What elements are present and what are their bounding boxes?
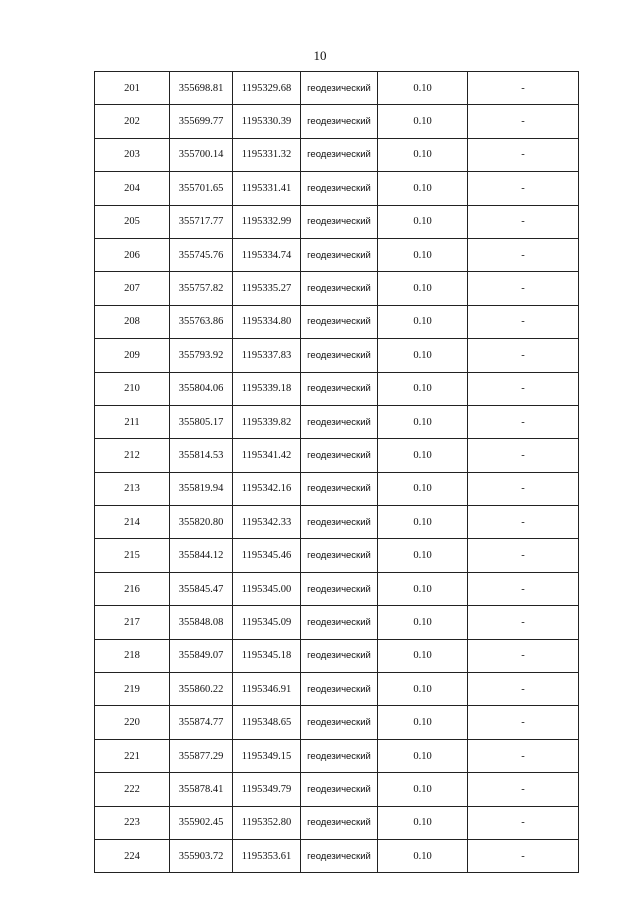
- table-row: [95, 72, 579, 105]
- cell-method: геодезический: [301, 773, 378, 806]
- cell-note: -: [468, 238, 579, 271]
- cell-y-coordinate: 1195346.91: [233, 673, 301, 706]
- table-row: [95, 606, 579, 639]
- cell-method: геодезический: [301, 706, 378, 739]
- cell-method: геодезический: [301, 138, 378, 171]
- cell-method: геодезический: [301, 172, 378, 205]
- cell-point-number: 210: [95, 372, 170, 405]
- table-row: [95, 806, 579, 839]
- table-row: [95, 205, 579, 238]
- table-row: [95, 572, 579, 605]
- cell-method: геодезический: [301, 539, 378, 572]
- cell-y-coordinate: 1195329.68: [233, 72, 301, 105]
- cell-method: геодезический: [301, 606, 378, 639]
- cell-accuracy: 0.10: [378, 305, 468, 338]
- cell-accuracy: 0.10: [378, 673, 468, 706]
- cell-note: -: [468, 739, 579, 772]
- cell-y-coordinate: 1195342.16: [233, 472, 301, 505]
- cell-point-number: 204: [95, 172, 170, 205]
- cell-note: -: [468, 706, 579, 739]
- cell-point-number: 214: [95, 506, 170, 539]
- table-body: [95, 72, 579, 873]
- cell-note: -: [468, 72, 579, 105]
- cell-accuracy: 0.10: [378, 405, 468, 438]
- table-row: [95, 673, 579, 706]
- cell-accuracy: 0.10: [378, 572, 468, 605]
- cell-accuracy: 0.10: [378, 839, 468, 872]
- cell-x-coordinate: 355698.81: [170, 72, 233, 105]
- table-row: [95, 339, 579, 372]
- cell-point-number: 212: [95, 439, 170, 472]
- cell-x-coordinate: 355793.92: [170, 339, 233, 372]
- cell-x-coordinate: 355805.17: [170, 405, 233, 438]
- table-row: [95, 138, 579, 171]
- cell-x-coordinate: 355844.12: [170, 539, 233, 572]
- cell-x-coordinate: 355877.29: [170, 739, 233, 772]
- cell-point-number: 222: [95, 773, 170, 806]
- cell-accuracy: 0.10: [378, 272, 468, 305]
- cell-accuracy: 0.10: [378, 639, 468, 672]
- cell-x-coordinate: 355699.77: [170, 105, 233, 138]
- cell-method: геодезический: [301, 806, 378, 839]
- cell-accuracy: 0.10: [378, 105, 468, 138]
- cell-accuracy: 0.10: [378, 506, 468, 539]
- cell-accuracy: 0.10: [378, 739, 468, 772]
- cell-y-coordinate: 1195352.80: [233, 806, 301, 839]
- cell-x-coordinate: 355848.08: [170, 606, 233, 639]
- cell-method: геодезический: [301, 739, 378, 772]
- cell-method: геодезический: [301, 405, 378, 438]
- cell-x-coordinate: 355860.22: [170, 673, 233, 706]
- cell-note: -: [468, 806, 579, 839]
- cell-accuracy: 0.10: [378, 706, 468, 739]
- cell-note: -: [468, 506, 579, 539]
- cell-method: геодезический: [301, 238, 378, 271]
- cell-y-coordinate: 1195348.65: [233, 706, 301, 739]
- cell-note: -: [468, 673, 579, 706]
- cell-y-coordinate: 1195337.83: [233, 339, 301, 372]
- cell-x-coordinate: 355819.94: [170, 472, 233, 505]
- table-row: [95, 439, 579, 472]
- cell-y-coordinate: 1195331.32: [233, 138, 301, 171]
- cell-method: геодезический: [301, 572, 378, 605]
- cell-point-number: 223: [95, 806, 170, 839]
- cell-note: -: [468, 839, 579, 872]
- cell-x-coordinate: 355763.86: [170, 305, 233, 338]
- cell-y-coordinate: 1195334.80: [233, 305, 301, 338]
- cell-y-coordinate: 1195335.27: [233, 272, 301, 305]
- table-row: [95, 839, 579, 872]
- cell-x-coordinate: 355878.41: [170, 773, 233, 806]
- cell-note: -: [468, 773, 579, 806]
- cell-method: геодезический: [301, 839, 378, 872]
- cell-x-coordinate: 355700.14: [170, 138, 233, 171]
- cell-y-coordinate: 1195349.79: [233, 773, 301, 806]
- cell-method: геодезический: [301, 673, 378, 706]
- cell-x-coordinate: 355903.72: [170, 839, 233, 872]
- cell-x-coordinate: 355874.77: [170, 706, 233, 739]
- cell-y-coordinate: 1195345.46: [233, 539, 301, 572]
- cell-y-coordinate: 1195345.00: [233, 572, 301, 605]
- cell-accuracy: 0.10: [378, 339, 468, 372]
- cell-x-coordinate: 355717.77: [170, 205, 233, 238]
- cell-note: -: [468, 205, 579, 238]
- cell-note: -: [468, 138, 579, 171]
- cell-point-number: 221: [95, 739, 170, 772]
- table-row: [95, 706, 579, 739]
- cell-x-coordinate: 355820.80: [170, 506, 233, 539]
- cell-y-coordinate: 1195345.09: [233, 606, 301, 639]
- cell-method: геодезический: [301, 205, 378, 238]
- cell-note: -: [468, 272, 579, 305]
- cell-method: геодезический: [301, 72, 378, 105]
- cell-accuracy: 0.10: [378, 539, 468, 572]
- cell-note: -: [468, 606, 579, 639]
- cell-point-number: 211: [95, 405, 170, 438]
- cell-method: геодезический: [301, 439, 378, 472]
- table-row: [95, 305, 579, 338]
- cell-x-coordinate: 355849.07: [170, 639, 233, 672]
- page-number: 10: [313, 48, 327, 63]
- cell-note: -: [468, 105, 579, 138]
- cell-note: -: [468, 639, 579, 672]
- table-row: [95, 773, 579, 806]
- cell-point-number: 201: [95, 72, 170, 105]
- table-row: [95, 539, 579, 572]
- cell-method: геодезический: [301, 105, 378, 138]
- cell-point-number: 219: [95, 673, 170, 706]
- cell-point-number: 215: [95, 539, 170, 572]
- cell-note: -: [468, 405, 579, 438]
- cell-note: -: [468, 439, 579, 472]
- cell-point-number: 213: [95, 472, 170, 505]
- cell-x-coordinate: 355701.65: [170, 172, 233, 205]
- table-row: [95, 405, 579, 438]
- cell-x-coordinate: 355804.06: [170, 372, 233, 405]
- cell-accuracy: 0.10: [378, 439, 468, 472]
- cell-y-coordinate: 1195332.99: [233, 205, 301, 238]
- cell-accuracy: 0.10: [378, 238, 468, 271]
- cell-y-coordinate: 1195353.61: [233, 839, 301, 872]
- cell-note: -: [468, 572, 579, 605]
- cell-method: геодезический: [301, 272, 378, 305]
- cell-point-number: 202: [95, 105, 170, 138]
- table-row: [95, 372, 579, 405]
- cell-method: геодезический: [301, 305, 378, 338]
- table-row: [95, 238, 579, 271]
- cell-point-number: 209: [95, 339, 170, 372]
- cell-point-number: 220: [95, 706, 170, 739]
- cell-point-number: 205: [95, 205, 170, 238]
- cell-x-coordinate: 355745.76: [170, 238, 233, 271]
- table-row: [95, 172, 579, 205]
- cell-x-coordinate: 355845.47: [170, 572, 233, 605]
- cell-y-coordinate: 1195342.33: [233, 506, 301, 539]
- table-row: [95, 472, 579, 505]
- coordinates-table: [94, 71, 579, 873]
- cell-y-coordinate: 1195339.82: [233, 405, 301, 438]
- cell-method: геодезический: [301, 372, 378, 405]
- cell-y-coordinate: 1195345.18: [233, 639, 301, 672]
- cell-point-number: 203: [95, 138, 170, 171]
- cell-x-coordinate: 355902.45: [170, 806, 233, 839]
- table-row: [95, 739, 579, 772]
- cell-point-number: 208: [95, 305, 170, 338]
- cell-accuracy: 0.10: [378, 806, 468, 839]
- cell-note: -: [468, 305, 579, 338]
- cell-note: -: [468, 472, 579, 505]
- table-row: [95, 506, 579, 539]
- cell-accuracy: 0.10: [378, 606, 468, 639]
- cell-y-coordinate: 1195334.74: [233, 238, 301, 271]
- cell-accuracy: 0.10: [378, 773, 468, 806]
- cell-point-number: 206: [95, 238, 170, 271]
- table-row: [95, 105, 579, 138]
- table-row: [95, 272, 579, 305]
- cell-y-coordinate: 1195341.42: [233, 439, 301, 472]
- cell-method: геодезический: [301, 506, 378, 539]
- cell-accuracy: 0.10: [378, 472, 468, 505]
- cell-y-coordinate: 1195349.15: [233, 739, 301, 772]
- cell-y-coordinate: 1195339.18: [233, 372, 301, 405]
- cell-method: геодезический: [301, 339, 378, 372]
- cell-accuracy: 0.10: [378, 138, 468, 171]
- cell-method: геодезический: [301, 472, 378, 505]
- cell-accuracy: 0.10: [378, 72, 468, 105]
- cell-accuracy: 0.10: [378, 372, 468, 405]
- cell-point-number: 207: [95, 272, 170, 305]
- cell-note: -: [468, 172, 579, 205]
- cell-note: -: [468, 339, 579, 372]
- cell-point-number: 217: [95, 606, 170, 639]
- cell-accuracy: 0.10: [378, 205, 468, 238]
- cell-method: геодезический: [301, 639, 378, 672]
- cell-accuracy: 0.10: [378, 172, 468, 205]
- cell-note: -: [468, 372, 579, 405]
- cell-x-coordinate: 355814.53: [170, 439, 233, 472]
- cell-y-coordinate: 1195331.41: [233, 172, 301, 205]
- cell-point-number: 216: [95, 572, 170, 605]
- cell-point-number: 224: [95, 839, 170, 872]
- cell-note: -: [468, 539, 579, 572]
- cell-y-coordinate: 1195330.39: [233, 105, 301, 138]
- cell-x-coordinate: 355757.82: [170, 272, 233, 305]
- cell-point-number: 218: [95, 639, 170, 672]
- table-row: [95, 639, 579, 672]
